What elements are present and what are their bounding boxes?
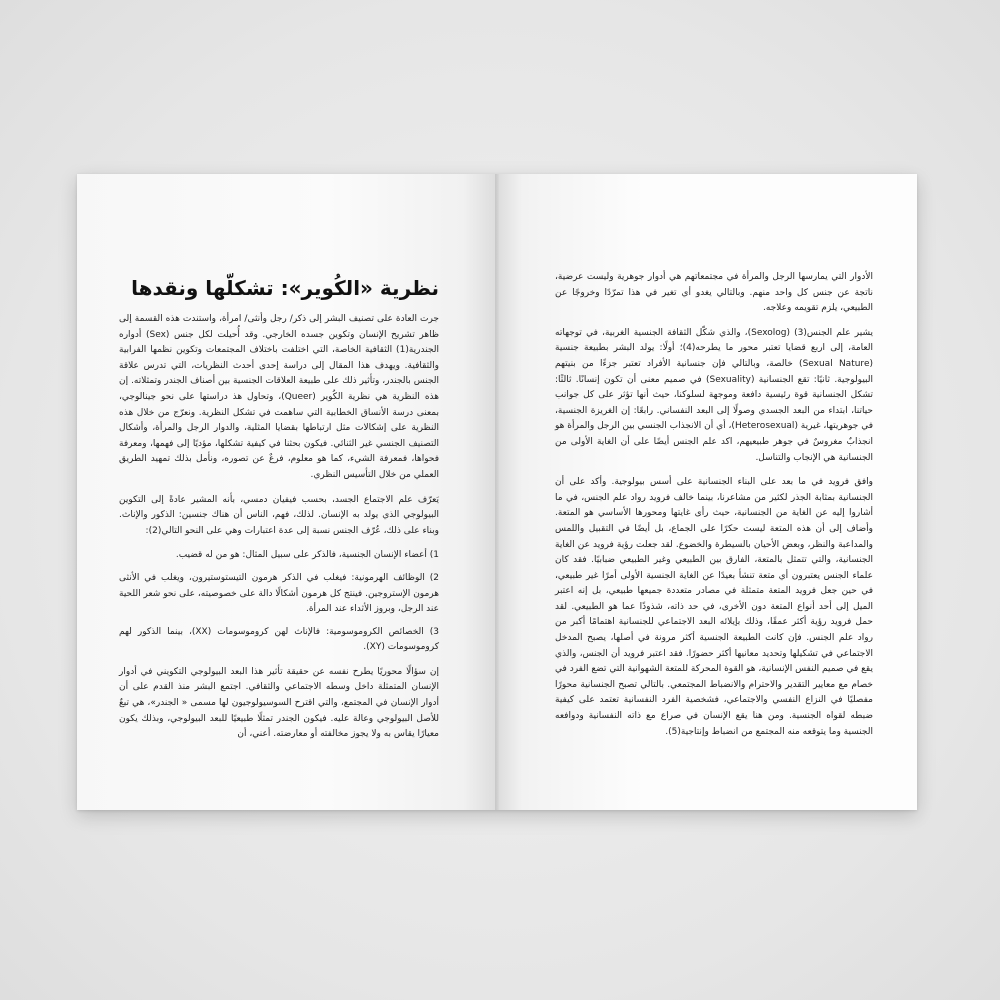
paragraph: وافق فرويد في ما بعد على البناء الجنسانية على أسس بيولوجية. وأكد على أن الجنسانية بمثابة الجذر لكثير من مشاعرنا، بينما خالف فرويد رواد علم الجنس، في ما أشاروا إليه عن الغاية من الجنسانية، حيث رأى غايتها ومحورها الأساسي هو المتعة. وأضاف إلى أن هذه المتعة ليست حكرًا على الجماع، بل أيضًا في التقبيل واللمس والمداعبة والنظر، وبعض الأحيان بالسيطرة والخضوع. لقد جعلت رؤية فرويد عن الغاية الجنسانية، والتي تتمثل بالمتعة، الفارق بين الطبيعي وغير الطبيعي ضبابيًا. فقد كان علماء الجنس يعتبرون أي متعة تنشأ بعيدًا عن الغاية الجنسية الأولى أمرًا غير طبيعي، في حين جعل فرويد المتعة متمثلة في مصادر متعددة جميعها طبيعي، بل إنه اعتبر الميل إلى أحد أنواع المتعة دون الأخرى، في حد ذاته، شذوذًا عما هو الطبيعي. لقد حمل فرويد رؤية أكثر عمقًا، وذلك بإيلائه البعد الاجتماعي للجنسانية اهتمامًا أكبر من رواد علم الجنس. فإن كانت الطبيعة الجنسية أكثر مرونة في أصلها، يصبح المدخل الاجتماعي في تشكيلها وتحديد معانيها أكثر حضورًا. فقد اعتبر فرويد أن الجنس، والذي يقع في صميم النفس الإنسانية، هو القوة المحركة للمتعة الشهوانية التي تضع الفرد في خصام مع معايير التقدير والاحترام والانضباط المجتمعي. بالتالي تصبح الجنسانية محورًا مفصليًا في النزاع النفسي والاجتماعي، فشخصية الفرد النفسانية تعتمد على كيفية ضبطه لقواه الجنسية. ومن هنا يقع الإنسان في صراع مع ذاته النفسانية ودوافعه الجنسية وما يتوقعه منه المجتمع من انضباط وإنتاجية(5). (555, 477, 873, 737)
paragraph: يَعرّف علم الاجتماع الجسد، بحسب فيفيان دمسي، بأنه المشير عادةً إلى التكوين البيولوجي الذي يولد به الإنسان. لذلك، فهم، الناس أن هناك جنسين: الذكور والإناث. وبناء على ذلك، عُرّف الجنس نسبة إلى عدة اعتبارات وهي على النحو التالي(2): (119, 494, 439, 536)
left-page (77, 174, 497, 810)
book-gutter (495, 174, 499, 810)
paragraph: جرت العادة على تصنيف البشر إلى ذكر/ رجل وأنثى/ امرأة، واستندت هذه القسمة إلى ظاهر تشريح الإنسان وتكوين جسده الخارجي. وقد أُحيلت لكل جنس (Sex) أدواره الجندرية(1) الثقافية الخاصة، التي اختلفت باختلاف المجتمعات وتكوين نظمها الفرابية والثقافية. ويهدف هذا المقال إلى دراسة إحدى أحدث النظريات، التي تدرس علاقة الجنس بالجندر، وتأثير ذلك على طبيعة العلاقات الجنسية بين أصناف الجندر وتمثلاته. إن هذه النظرية هي نظرية الكُوير (Queer)، وتحاول هذ دراستها على نحو جينالوجي، بمعنى درسة الأنساق الخطابية التي ساهمت في تشكل النظرية. ونعرّج من خلال هذه النظرية على إشكالات مثل ارتباطها بقضايا المثلية، والدوار الرجل والمرأة، وأشكال التصنيف الجنسي غير الثنائي. فيكون بحثنا في كيفية تشكلها، مؤديًا إلى فهمها، ومعرفة فحواها، فمعرفة الشيء، كما هو معلوم، فرعٌ عن تصوره، ونأمل بذلك تمهيد الطريق العملي من خلال التأسيس النظري. (119, 314, 440, 480)
open-book (77, 174, 917, 810)
paragraph: الأدوار التي يمارسها الرجل والمرأة في مجتمعاتهم هي أدوار جوهرية وليست عرضية، ناتجة عن جنس كل واحد منهم. وبالتالي يغدو أي تغير في هذا تمرّدًا وخروجًا عن الطبيعي، يلزم تقويمه وعلاجه. (555, 272, 873, 314)
list-item: 3) الخصائص الكروموسومية: فالإناث لهن كروموسومات (XX)، بينما الذكور لهم كروموسومات (XY). (119, 626, 439, 653)
paragraph: يشير علم الجنس(3) (Sexolog)، والذي شكّل الثقافة الجنسية الغربية، في توجهاته العامة، إلى اربع قضايا تعتبر محور ما يطرحه(4)؛ أولًا: يولد البشر بطبيعة جنسية (Sexual Nature) خالصة، وبالتالي فإن جنسانية الأفراد تعتبر جزءًا من بنيتهم البيولوجية. ثانيًا: تقع الجنسانية (Sexuality) في صميم معنى أن تكون إنسانًا. ثالثًا: تشكل الجنسانية قوة رئيسية دافعة وموجهة لسلوكنا، حيث أنها تؤثر على كل جوانب حياتنا، ابتداء من البعد الجسدي وصولًا إلى البعد النفساني. رابعًا: إن الغريزة الجنسية، في جوهريتها، غيرية (Heterosexual)، أي أن الانجذاب الجنسي بين الرجل والمرأة هو انجذابٌ مغروسٌ في جوهر طبيعيهم، اكد علم الجنس أيضًا على أن الغاية الأولى من الجنسانية هي الإنجاب والتناسل. (555, 327, 874, 463)
list-item: 2) الوظائف الهرمونية: فيغلب في الذكر هرمون التيستوستيرون، ويغلب في الأنثى هرمون الإستروجين. فينتج كل هرمون أشكالًا دالة على خصوصيته، على نحو شعر اللحية عند الرجل، وبروز الأثداء عند المرأة. (119, 572, 439, 615)
chapter-title: نظرية «الكُوير»: تشكلّها ونقدها (131, 276, 439, 300)
paragraph: إن سؤالًا محوريًا يطرح نفسه عن حقيقة تأثير هذا البعد البيولوجي التكويني في أدوار الإنسان المتمثلة داخل وسطه الاجتماعي والثقافي. اجتمع البشر منذ القدم على أن أدوار الإنسان في المجتمع، والتي اقترح السوسيولوجيون لها مسمى « الجندر»، هي تبعٌ للأصل البيولوجي وعالة عليه. فيكون الجندر تمثلًا طبيعيًا للبعد البيولوجي، وبذلك يكون معيارًا يقاس به ولا يجوز مخالفته أو معارضته. أعني، أن (119, 666, 439, 740)
right-page-content (555, 270, 873, 749)
left-page-content (119, 274, 439, 752)
right-page (497, 174, 917, 810)
list-item: 1) أعضاء الإنسان الجنسية، فالذكر على سبيل المثال: هو من له قضيب. (175, 550, 439, 561)
